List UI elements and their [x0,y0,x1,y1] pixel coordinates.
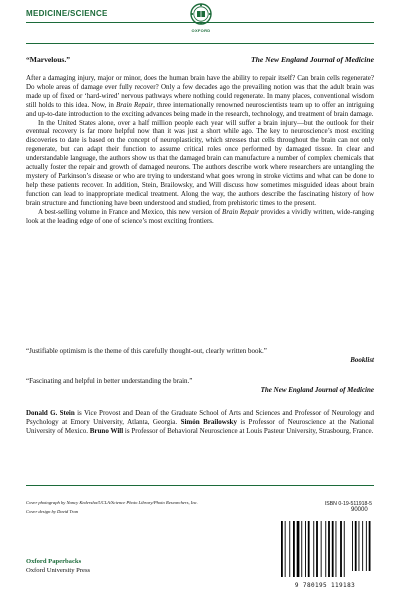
oxford-logo [189,2,213,38]
description-paragraph-1 [26,74,374,119]
author-bios [26,409,374,436]
footer-rule [26,485,374,486]
blurb-text: “Justifiable optimism is the theme of this carefully thought-out, clearly written book.” [26,347,267,355]
author-bio-2: is Professor of Neuroscience at the National University of Mexico. [26,417,374,435]
series-name: Oxford Paperbacks [26,558,82,565]
cover-credits [26,500,201,514]
top-quote-text: “Marvelous.” [26,55,71,64]
blurb-nejm [26,377,374,395]
logo-text: OXFORD [191,28,211,33]
top-quote-source: The New England Journal of Medicine [251,55,374,64]
p1-book-title: Brain Repair [115,100,154,109]
author-bio-3: is Professor of Behavioral Neuroscience at Louis Pasteur University, Strasbourg, France. [123,426,374,435]
description [26,74,374,225]
category-label: MEDICINE/SCIENCE [26,9,108,18]
p1-text-b: , three internationally renowned neuroscientists team up to offer an intriguing and up-to-date introduction to the exciting advances being made in the research, technology, and treatment of brain damage. [26,100,374,118]
p3-text-b: provides a vividly written, wide-ranging look at the leading edge of one of science’s most exciting frontiers. [26,207,375,225]
p1-text-a: After a damaging injury, major or minor, does the human brain have the ability to repair itself? Can brain cells regenerate? Do whole areas of damage ever fully recover? Only a few decades ago the prevailing notion was that the adult brain was made up of fixed or ‘hard-wired’ nervous pathways where nothing could regenerate. In many places, conventional wisdom still holds to this idea. Now, in [26,74,374,109]
blurb-text: “Fascinating and helpful in better understanding the brain.” [26,377,193,385]
top-quote [26,55,374,66]
header-rule-top [26,22,374,23]
ean-digits: 9 780195 119183 [294,582,356,589]
author-bio-1: is Vice Provost and Dean of the Graduate School of Arts and Sciences and Professor of Neurology and Psychology at Emory University, Atlanta, Georgia. [26,409,374,426]
imprint [26,558,90,575]
author-name-2: Simón Brailowsky [180,417,237,426]
oxford-seal-icon [189,2,213,28]
blurb-booklist [26,347,374,365]
isbn-label: ISBN 0-19-511918-5 [324,501,372,507]
description-paragraph-3 [26,208,374,226]
barcode-graphic [277,507,373,583]
header-rule-bottom [26,43,374,44]
author-name-3: Bruno Will [89,426,124,435]
design-credit: Cover design by David Tran [26,508,79,514]
p3-book-title: Brain Repair [222,207,259,216]
price-code: 90000 [351,507,368,513]
blurb-source: The New England Journal of Medicine [260,386,374,394]
barcode [277,507,373,583]
publisher-name: Oxford University Press [26,566,91,574]
author-name-1: Donald G. Stein [26,409,75,417]
photo-credit: Cover photograph by Nancy Kedersha/UCLA/Science Photo Library/Photo Researchers, Inc. [26,500,198,505]
p3-text-a: A best-selling volume in France and Mexico, this new version of [38,207,223,216]
blurb-source: Booklist [350,356,374,364]
description-paragraph-2: In the United States alone, over a half million people each year will suffer a brain injury—but the outlook for their eventual recovery is far more helpful now than it was just a short while ago. The key to neuroscience’s most exciting discoveries to date is based on the concept of neuroplasticity, which stresses that cells throughout the brain can not only regenerate, but can adapt their function to assume critical roles once performed by damaged tissue. In clear and understandable language, the authors show us that the damaged brain can manufacture a number of complex chemicals that actually foster the repair and growth of damaged neurons. The authors describe work where researchers are untangling the mystery of Parkinson’s disease or who are trying to understand what goes wrong in stroke victims and what can be done to help these patients recover. In addition, Stein, Brailowsky, and Will discuss how sometimes misguided ideas about brain function can lead to inappropriate medical treatment. Along the way, the authors describe the fascinating history of how brain structure and functioning have been understood and studied, from prehistoric times to the present. [26,118,374,207]
